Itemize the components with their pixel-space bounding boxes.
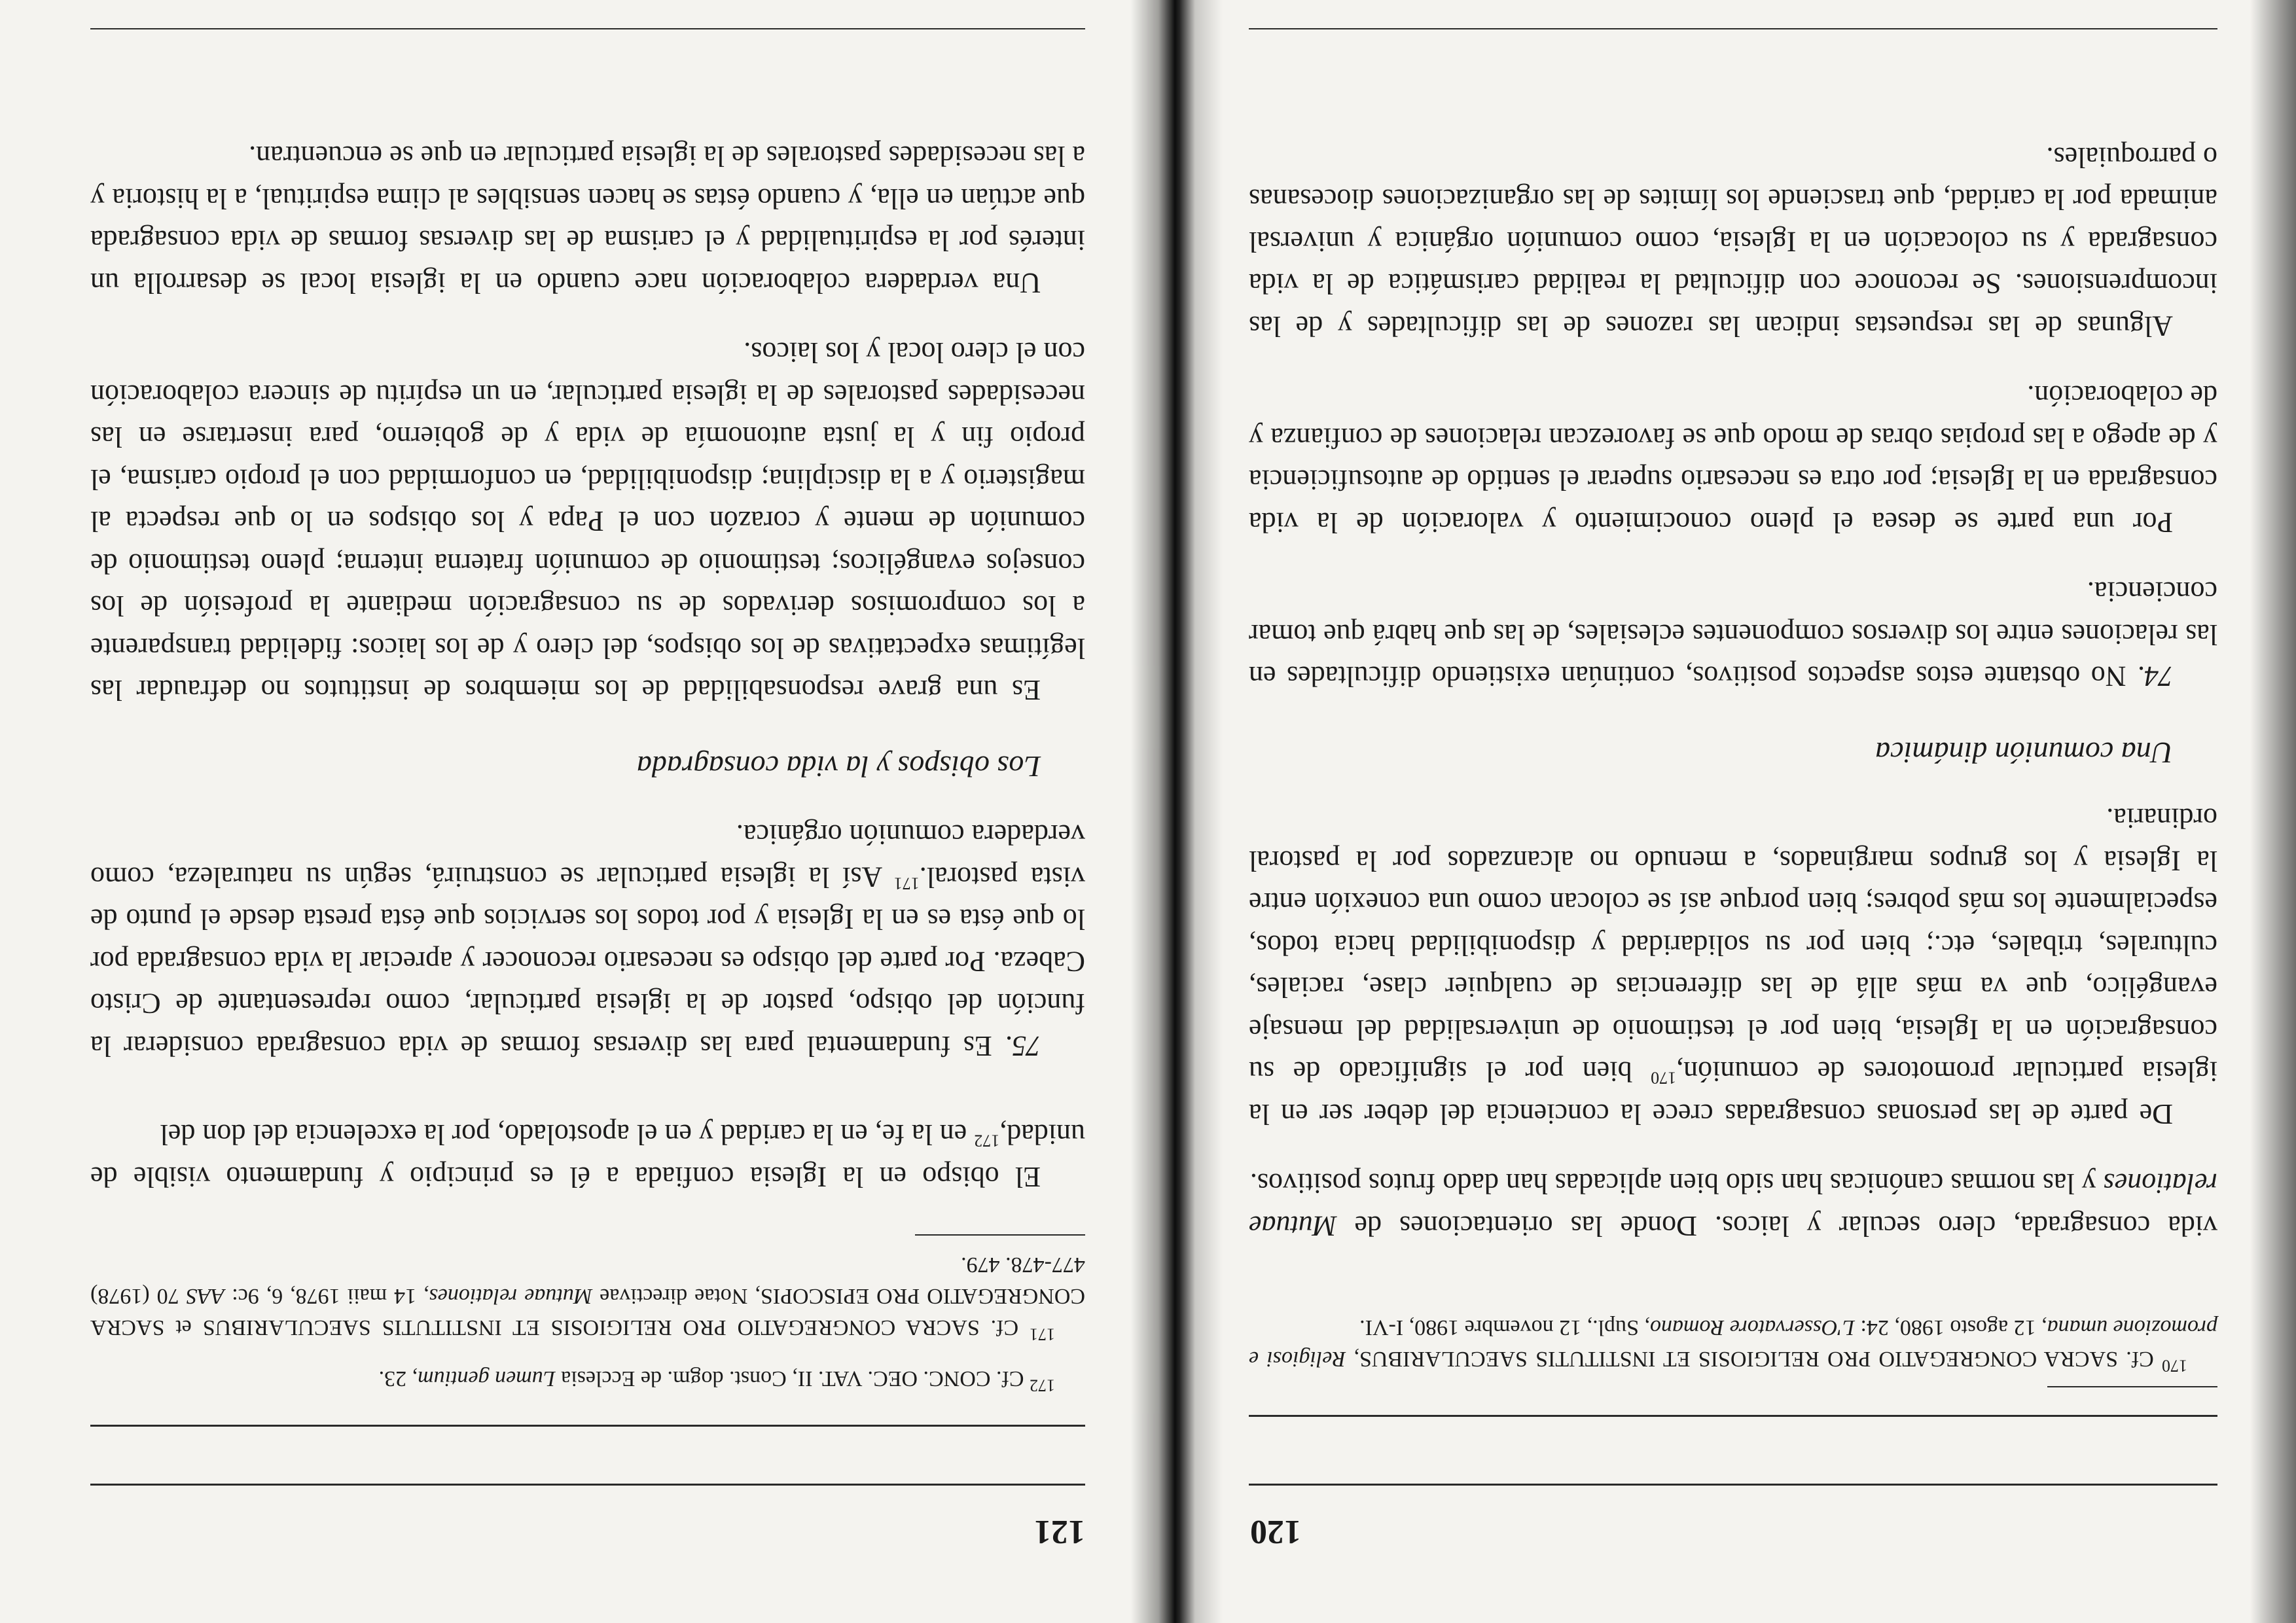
- paragraph: [90, 1113, 1085, 1198]
- paragraph: [1249, 571, 2217, 698]
- page-edge-shadow: [2250, 0, 2296, 1623]
- paragraph-text: El obispo en la Iglesia confiada a él es principio y fundamento visible de unidad,: [90, 1118, 1085, 1193]
- footnote-rule: [2047, 1386, 2217, 1387]
- italic-title: Mutuae relationes: [1249, 1168, 2217, 1242]
- footnote-text: Cf. SACRA CONGREGATIO PRO RELIGIOSIS ET INSTITUTIS SAECULARIBUS,: [1346, 1347, 2162, 1371]
- page-121: [51, 0, 1124, 1623]
- book-gutter: [1131, 0, 1223, 1623]
- paragraph-text: en la fe, en la caridad y en el apostolado, por la excelencia del don del: [160, 1118, 975, 1151]
- paragraph-text: bien por el significado de su consagración en la Iglesia, bien por el testimonio de universalidad del mensaje evangélico, que va más allá de las diferencias de cualquier clase, raciales, culturales, tribales, etc.; bien por su solidaridad y disponibilidad hacia todos, especialmente los más pobres; bien porque así se colocan como una conexión entre la Iglesia y los grupos marginados, a menudo no alcanzados por la pastoral ordinaria.: [1249, 802, 2217, 1088]
- footnote-rule: [915, 1234, 1085, 1236]
- footnote-text: , 12 agosto 1980, 24:: [1854, 1315, 2047, 1340]
- paragraph-number: 75.: [1005, 1030, 1041, 1062]
- bottom-rule: [1249, 28, 2217, 29]
- page-number: 121: [1034, 1513, 1085, 1550]
- footnote-ref: 172: [974, 1132, 1000, 1151]
- footnote-italic: AAS: [186, 1284, 225, 1308]
- top-rule: [1249, 1484, 2217, 1486]
- paragraph-text: Es fundamental para las diversas formas de vida consagrada considerar la función del obispo, pastor de la iglesia particular, como representante de Cristo Cabeza. Por parte del obispo es necesario reconocer y apreciar la vida consagrada por lo que ésta es en la Iglesia y por todos los servicios que ésta presta desde el punto de vista pastoral.: [90, 861, 1085, 1062]
- bottom-rule: [90, 28, 1085, 29]
- paragraph: Una verdadera colaboración nace cuando en la iglesia local se desarrolla un interés por la espiritualidad y el carisma de las diversas formas de vida consagrada que actúan en ella, y cuando éstas se hacen sensibles al clima espiritual, a la historia y a las necesidades pastorales de la iglesia particular en que se encuentran.: [90, 140, 1085, 299]
- footnote-number: 172: [1030, 1376, 1055, 1395]
- header-rule: [1249, 1415, 2217, 1417]
- footnote-170: [1249, 1311, 2217, 1374]
- paragraph-text: De parte de las personas consagradas crece la conciencia del deber ser en la iglesia particular promotores de comunión,: [1249, 1056, 2217, 1130]
- page-body-upper: [90, 135, 1085, 1067]
- section-heading: Una comunión dinámica: [1875, 736, 2173, 770]
- footnote-text: Cf. SACRA CONGREGATIO PRO RELIGIOSIS ET INSTITUTIS SAECULARIBUS et SACRA CONGREGATIO PRO EPISCOPIS, Notae directivae: [90, 1284, 1085, 1340]
- page-number: 120: [1250, 1513, 1301, 1550]
- paragraph-text: vida consagrada, clero secular y laicos. Donde las orientaciones de: [1336, 1210, 2217, 1242]
- paragraph: [1249, 1162, 2217, 1247]
- paragraph-text: y las normas canónicas han sido bien aplicadas han dado frutos positivos.: [1249, 1168, 2104, 1200]
- footnote-number: 171: [1030, 1325, 1055, 1344]
- paragraph: Por una parte se desea el pleno conocimiento y valoración de la vida consagrada en la Iglesia; por otra es necesario superar el sentido de autosuficiencia y de apego a las propias obras de modo que se favorezcan relaciones de confianza y de colaboración.: [1249, 380, 2217, 539]
- paragraph: Es una grave responsabilidad de los miembros de institutos no defraudar las legítimas expectativas de los obispos, del clero y de los laicos: fidelidad transparente a los compromisos derivados de su consagración mediante la profesión de los consejos evangélicos; testimonio de comunión fraterna interna; pleno testimonio de comunión de mente y corazón con el Papa y los obispos en lo que respecta al magisterio y a la disciplina; disponibilidad, en conformidad con el propio carisma, el propio fin y la justa autonomía de vida y de gobierno, para insertarse en las necesidades pastorales de la iglesia particular, en un espíritu de sincera colaboración con el clero local y los laicos.: [90, 336, 1085, 707]
- footnote-number: 170: [2162, 1356, 2187, 1376]
- footnote-italic: Religiosi e promozione umana: [1248, 1315, 2217, 1371]
- header-rule: [90, 1425, 1085, 1427]
- paragraph: [90, 813, 1085, 1067]
- footnote-171: [90, 1249, 1085, 1343]
- paragraph: [1249, 797, 2217, 1135]
- paragraph-text: Así la iglesia particular se construirá, según su naturaleza, como verdadera comunión orgánica.: [90, 819, 1085, 893]
- footnote-172: [90, 1363, 1085, 1394]
- footnote-text: Cf. CONC. OEC. VAT. II, Const. dogm. de Ecclesia: [555, 1366, 1030, 1391]
- footnotes: [90, 1234, 1085, 1394]
- footnote-ref: 170: [1651, 1069, 1677, 1088]
- paragraph-text: No obstante estos aspectos positivos, continúan existiendo dificultades en las relaciones entre los diversos componentes eclesiales, de las que habrá que tomar conciencia.: [1249, 576, 2217, 693]
- footnote-text: 70 (1978) 477-478. 479.: [90, 1253, 1085, 1308]
- paragraph-number: 74.: [2137, 660, 2173, 693]
- footnote-italic: L'Osservatore Romano: [1649, 1315, 1855, 1340]
- footnote-text: , 14 maii 1978, 6, 9c:: [224, 1284, 429, 1308]
- footnote-italic: Lumen gentium: [418, 1366, 556, 1391]
- footnotes: [1249, 1311, 2217, 1374]
- page-body: [90, 1113, 1085, 1198]
- page-120: [1223, 0, 2244, 1623]
- footnote-italic: Mutuae relationes: [429, 1284, 593, 1308]
- top-rule: [90, 1484, 1085, 1486]
- footnote-text: , Supl., 12 novembre 1980, I-VI.: [1359, 1315, 1650, 1340]
- footnote-text: , 23.: [378, 1366, 418, 1391]
- section-heading: Los obispos y la vida consagrada: [636, 750, 1041, 783]
- paragraph: Algunas de las respuestas indican las razones de las dificultades y de las incomprensiones. Se reconoce con dificultad la realidad carismática de la vida consagrada y su colocación en la Iglesia, como comunión orgánica y universal animada por la caridad, que trasciende los límites de las organizaciones diocesanas o parroquiales.: [1249, 141, 2217, 342]
- footnote-ref: 171: [893, 874, 920, 893]
- page-body: [1249, 136, 2217, 1247]
